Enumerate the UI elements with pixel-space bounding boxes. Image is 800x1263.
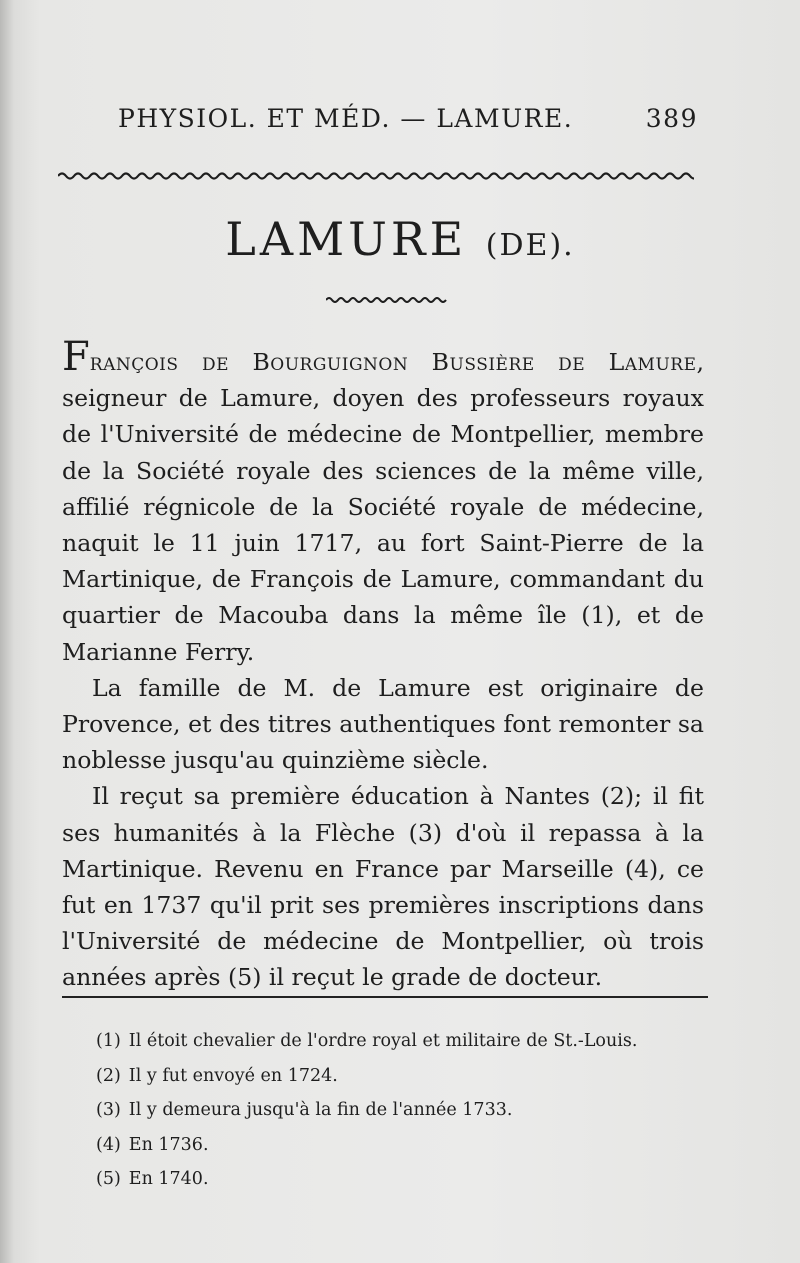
title-particle: (DE).: [485, 228, 575, 263]
running-head-title: PHYSIOL. ET MÉD. — LAMURE.: [118, 104, 574, 133]
header-ornamental-rule: [58, 168, 694, 184]
page-number: 389: [645, 104, 698, 133]
body-text: [62, 334, 704, 996]
title-ornamental-rule: [326, 294, 448, 306]
footnote-text: En 1740.: [128, 1169, 209, 1189]
footnotes: [96, 1024, 716, 1197]
footnote-text: Il y fut envoyé en 1724.: [128, 1065, 338, 1086]
title-name: LAMURE: [225, 212, 468, 266]
footnote-text: Il y demeura jusqu'à la fin de l'année 1733.: [128, 1100, 513, 1120]
footnote-number: (1): [96, 1031, 121, 1051]
paragraph-1-text: , seigneur de Lamure, doyen des professeurs royaux de l'Université de médecine de Montpellier, membre de la Société royale des sciences de la même ville, affilié régnicole de la Société royale de médecine, naquit le 11 juin 1717, au fort Saint-Pierre de la Martinique, de François de Lamure, commandant du quartier de Macouba dans la même île (1), et de Marianne Ferry.: [62, 348, 704, 666]
footnote-divider: [62, 996, 708, 998]
footnote-item: [96, 1024, 716, 1059]
footnote-item: [96, 1093, 716, 1128]
footnote-text: Il étoit chevalier de l'ordre royal et militaire de St.-Louis.: [128, 1031, 638, 1051]
footnote-item: [96, 1162, 716, 1197]
paragraph-1: [62, 334, 704, 670]
footnote-number: (4): [96, 1134, 121, 1155]
drop-cap: F: [62, 334, 90, 380]
footnote-number: (3): [96, 1100, 121, 1120]
subject-name: rançois de Bourguignon Bussière de Lamure: [89, 348, 697, 376]
paragraph-2: La famille de M. de Lamure est originaire de Provence, et des titres authentiques font remonter sa noblesse jusqu'au quinzième siècle.: [62, 673, 704, 775]
footnote-number: (5): [96, 1169, 121, 1189]
paragraph-3: Il reçut sa première éducation à Nantes (2); il fit ses humanités à la Flèche (3) d'où il repassa à la Martinique. Revenu en France par Marseille (4), ce fut en 1737 qu'il prit ses premières inscriptions dans l'Université de médecine de Montpellier, où trois années après (5) il reçut le grade de docteur.: [62, 782, 704, 992]
footnote-text: En 1736.: [128, 1134, 209, 1155]
footnote-number: (2): [96, 1065, 121, 1086]
footnote-item: [96, 1128, 716, 1163]
footnote-item: [96, 1059, 716, 1094]
chapter-title: [0, 212, 800, 266]
